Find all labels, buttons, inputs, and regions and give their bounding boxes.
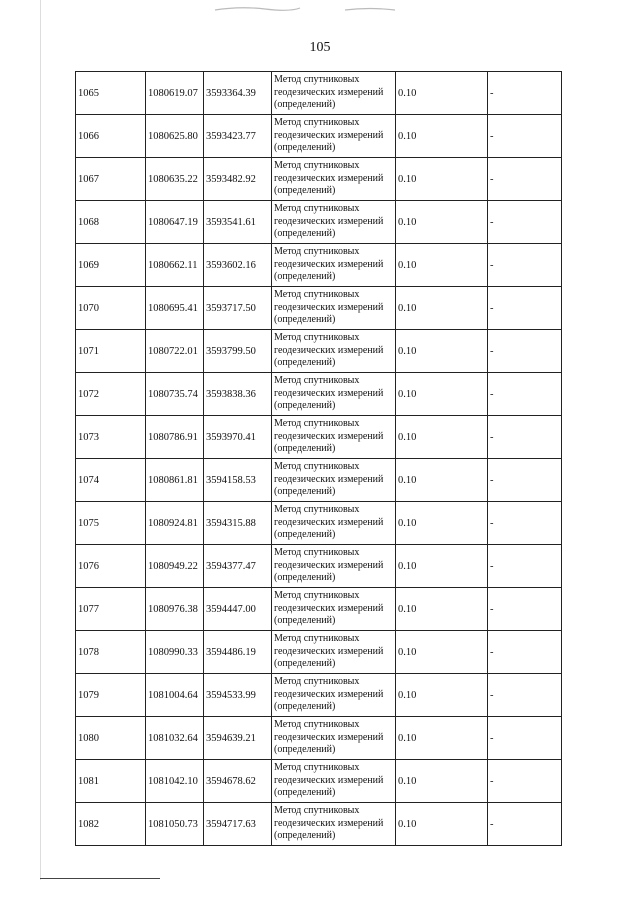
x-coordinate-cell: 1081004.64 — [146, 674, 204, 717]
note-cell: - — [488, 631, 562, 674]
note-cell: - — [488, 545, 562, 588]
accuracy-cell: 0.10 — [396, 201, 488, 244]
note-cell: - — [488, 201, 562, 244]
point-number-cell: 1080 — [76, 717, 146, 760]
table-row — [76, 158, 562, 201]
method-cell: Метод спутниковых геодезических измерений (определений) — [272, 588, 396, 631]
x-coordinate-cell: 1080949.22 — [146, 545, 204, 588]
y-coordinate-cell: 3594717.63 — [204, 803, 272, 846]
table-row — [76, 201, 562, 244]
point-number-cell: 1071 — [76, 330, 146, 373]
x-coordinate-cell: 1080786.91 — [146, 416, 204, 459]
accuracy-cell: 0.10 — [396, 244, 488, 287]
point-number-cell: 1074 — [76, 459, 146, 502]
method-cell: Метод спутниковых геодезических измерений (определений) — [272, 201, 396, 244]
scan-artifact — [0, 0, 640, 18]
method-cell: Метод спутниковых геодезических измерений (определений) — [272, 373, 396, 416]
x-coordinate-cell: 1080976.38 — [146, 588, 204, 631]
table-row — [76, 72, 562, 115]
y-coordinate-cell: 3593838.36 — [204, 373, 272, 416]
x-coordinate-cell: 1080625.80 — [146, 115, 204, 158]
table-row — [76, 674, 562, 717]
table-row — [76, 803, 562, 846]
table-row — [76, 502, 562, 545]
x-coordinate-cell: 1080695.41 — [146, 287, 204, 330]
table-row — [76, 244, 562, 287]
note-cell: - — [488, 416, 562, 459]
point-number-cell: 1081 — [76, 760, 146, 803]
y-coordinate-cell: 3593717.50 — [204, 287, 272, 330]
table-row — [76, 588, 562, 631]
method-cell: Метод спутниковых геодезических измерений (определений) — [272, 72, 396, 115]
method-cell: Метод спутниковых геодезических измерений (определений) — [272, 459, 396, 502]
point-number-cell: 1068 — [76, 201, 146, 244]
y-coordinate-cell: 3593799.50 — [204, 330, 272, 373]
note-cell: - — [488, 502, 562, 545]
x-coordinate-cell: 1080647.19 — [146, 201, 204, 244]
y-coordinate-cell: 3594158.53 — [204, 459, 272, 502]
accuracy-cell: 0.10 — [396, 72, 488, 115]
accuracy-cell: 0.10 — [396, 717, 488, 760]
accuracy-cell: 0.10 — [396, 588, 488, 631]
method-cell: Метод спутниковых геодезических измерений (определений) — [272, 674, 396, 717]
point-number-cell: 1079 — [76, 674, 146, 717]
table-row — [76, 717, 562, 760]
method-cell: Метод спутниковых геодезических измерений (определений) — [272, 330, 396, 373]
point-number-cell: 1065 — [76, 72, 146, 115]
y-coordinate-cell: 3593423.77 — [204, 115, 272, 158]
note-cell: - — [488, 373, 562, 416]
point-number-cell: 1076 — [76, 545, 146, 588]
table-row — [76, 545, 562, 588]
method-cell: Метод спутниковых геодезических измерений (определений) — [272, 416, 396, 459]
table-row — [76, 330, 562, 373]
point-number-cell: 1078 — [76, 631, 146, 674]
point-number-cell: 1073 — [76, 416, 146, 459]
table-row — [76, 631, 562, 674]
note-cell: - — [488, 803, 562, 846]
method-cell: Метод спутниковых геодезических измерений (определений) — [272, 803, 396, 846]
note-cell: - — [488, 459, 562, 502]
x-coordinate-cell: 1081050.73 — [146, 803, 204, 846]
table-row — [76, 115, 562, 158]
x-coordinate-cell: 1080662.11 — [146, 244, 204, 287]
accuracy-cell: 0.10 — [396, 416, 488, 459]
note-cell: - — [488, 330, 562, 373]
accuracy-cell: 0.10 — [396, 459, 488, 502]
y-coordinate-cell: 3593541.61 — [204, 201, 272, 244]
y-coordinate-cell: 3594447.00 — [204, 588, 272, 631]
note-cell: - — [488, 674, 562, 717]
accuracy-cell: 0.10 — [396, 502, 488, 545]
point-number-cell: 1075 — [76, 502, 146, 545]
x-coordinate-cell: 1080635.22 — [146, 158, 204, 201]
y-coordinate-cell: 3594377.47 — [204, 545, 272, 588]
table-body — [76, 72, 562, 846]
note-cell: - — [488, 115, 562, 158]
point-number-cell: 1082 — [76, 803, 146, 846]
table-row — [76, 760, 562, 803]
accuracy-cell: 0.10 — [396, 330, 488, 373]
method-cell: Метод спутниковых геодезических измерений (определений) — [272, 244, 396, 287]
note-cell: - — [488, 158, 562, 201]
accuracy-cell: 0.10 — [396, 803, 488, 846]
point-number-cell: 1077 — [76, 588, 146, 631]
y-coordinate-cell: 3593364.39 — [204, 72, 272, 115]
accuracy-cell: 0.10 — [396, 674, 488, 717]
y-coordinate-cell: 3594486.19 — [204, 631, 272, 674]
method-cell: Метод спутниковых геодезических измерений (определений) — [272, 717, 396, 760]
table-row — [76, 287, 562, 330]
method-cell: Метод спутниковых геодезических измерений (определений) — [272, 545, 396, 588]
accuracy-cell: 0.10 — [396, 287, 488, 330]
table-row — [76, 459, 562, 502]
x-coordinate-cell: 1081042.10 — [146, 760, 204, 803]
note-cell: - — [488, 760, 562, 803]
accuracy-cell: 0.10 — [396, 631, 488, 674]
page-number: 105 — [309, 40, 331, 55]
y-coordinate-cell: 3593602.16 — [204, 244, 272, 287]
point-number-cell: 1067 — [76, 158, 146, 201]
table-row — [76, 416, 562, 459]
x-coordinate-cell: 1080619.07 — [146, 72, 204, 115]
y-coordinate-cell: 3594639.21 — [204, 717, 272, 760]
note-cell: - — [488, 244, 562, 287]
method-cell: Метод спутниковых геодезических измерений (определений) — [272, 158, 396, 201]
method-cell: Метод спутниковых геодезических измерений (определений) — [272, 760, 396, 803]
accuracy-cell: 0.10 — [396, 545, 488, 588]
table-row — [76, 373, 562, 416]
accuracy-cell: 0.10 — [396, 373, 488, 416]
x-coordinate-cell: 1081032.64 — [146, 717, 204, 760]
x-coordinate-cell: 1080924.81 — [146, 502, 204, 545]
y-coordinate-cell: 3594678.62 — [204, 760, 272, 803]
method-cell: Метод спутниковых геодезических измерений (определений) — [272, 115, 396, 158]
scan-bottom-line — [40, 878, 160, 879]
point-number-cell: 1070 — [76, 287, 146, 330]
x-coordinate-cell: 1080861.81 — [146, 459, 204, 502]
point-number-cell: 1066 — [76, 115, 146, 158]
point-number-cell: 1072 — [76, 373, 146, 416]
scan-margin-line — [40, 0, 41, 880]
note-cell: - — [488, 72, 562, 115]
accuracy-cell: 0.10 — [396, 115, 488, 158]
x-coordinate-cell: 1080722.01 — [146, 330, 204, 373]
accuracy-cell: 0.10 — [396, 158, 488, 201]
note-cell: - — [488, 287, 562, 330]
y-coordinate-cell: 3594315.88 — [204, 502, 272, 545]
method-cell: Метод спутниковых геодезических измерений (определений) — [272, 287, 396, 330]
y-coordinate-cell: 3594533.99 — [204, 674, 272, 717]
method-cell: Метод спутниковых геодезических измерений (определений) — [272, 631, 396, 674]
coordinates-table — [75, 71, 562, 846]
x-coordinate-cell: 1080990.33 — [146, 631, 204, 674]
accuracy-cell: 0.10 — [396, 760, 488, 803]
point-number-cell: 1069 — [76, 244, 146, 287]
y-coordinate-cell: 3593482.92 — [204, 158, 272, 201]
note-cell: - — [488, 588, 562, 631]
x-coordinate-cell: 1080735.74 — [146, 373, 204, 416]
method-cell: Метод спутниковых геодезических измерений (определений) — [272, 502, 396, 545]
note-cell: - — [488, 717, 562, 760]
y-coordinate-cell: 3593970.41 — [204, 416, 272, 459]
